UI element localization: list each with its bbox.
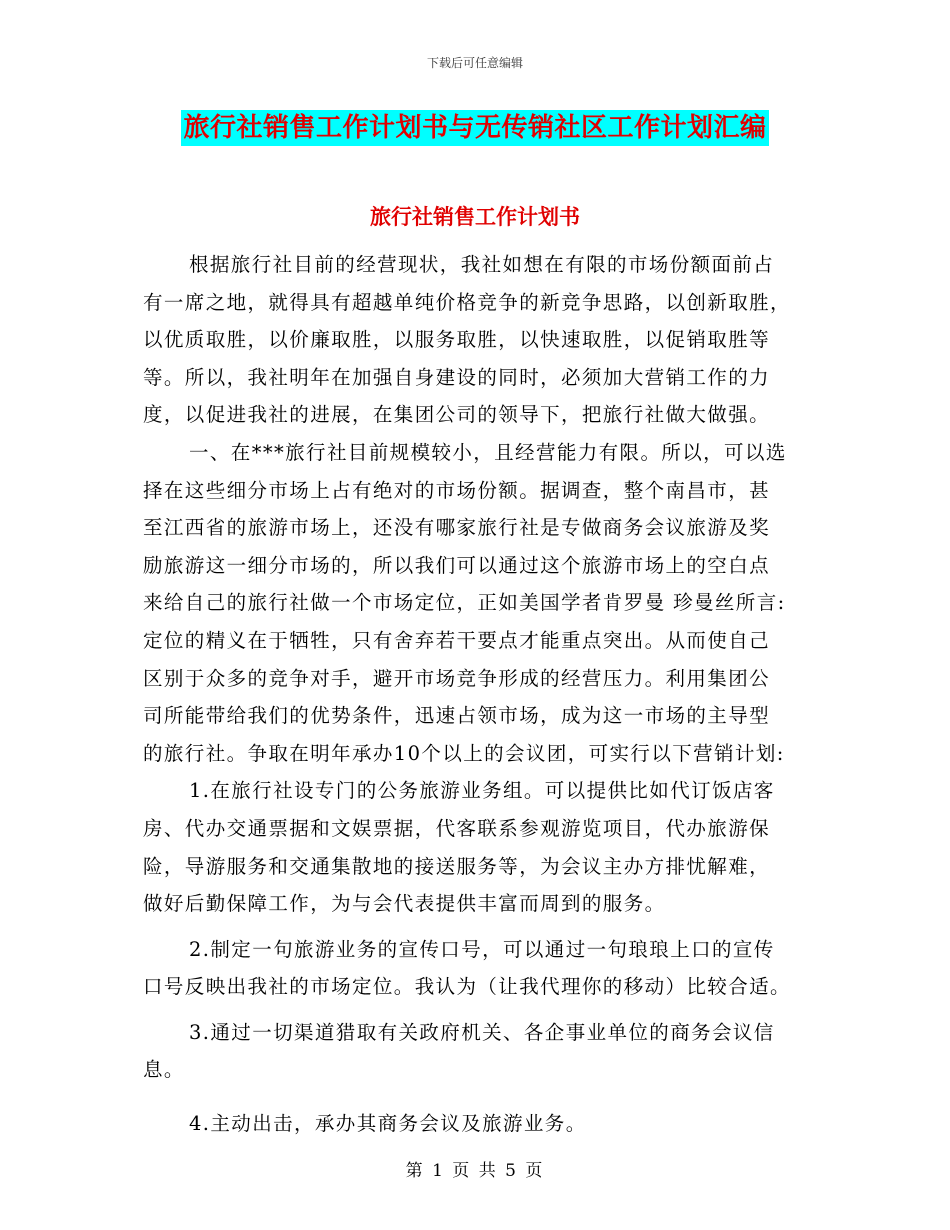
paragraph-line: 房、代办交通票据和文娱票据，代客联系参观游览项目，代办旅游保: [143, 816, 771, 840]
paragraph-line: 司所能带给我们的优势条件，迅速占领市场，成为这一市场的主导型: [143, 704, 771, 728]
paragraph-line: 一、在***旅行社目前规模较小，且经营能力有限。所以，可以选: [189, 440, 787, 464]
paragraph-line: 口号反映出我社的市场定位。我认为（让我代理你的移动）比较合适。: [143, 975, 791, 999]
page-number-footer: 第 1 页 共 5 页: [405, 1161, 545, 1181]
paragraph-line: 度，以促进我社的进展，在集团公司的领导下，把旅行社做大做强。: [143, 403, 771, 427]
section-title: 旅行社销售工作计划书: [370, 204, 580, 229]
paragraph-line: 息。: [143, 1058, 185, 1082]
paragraph-line: 等。所以，我社明年在加强自身建设的同时，必须加大营销工作的力: [143, 365, 771, 389]
paragraph-line: 择在这些细分市场上占有绝对的市场份额。据调查，整个南昌市，甚: [143, 478, 771, 502]
paragraph-line: 险，导游服务和交通集散地的接送服务等，为会议主办方排忧解难，: [143, 854, 771, 878]
paragraph-line: 的旅行社。争取在明年承办10个以上的会议团，可实行以下营销计划:: [143, 741, 785, 765]
document-title: 旅行社销售工作计划书与无传销社区工作计划汇编: [181, 110, 768, 146]
paragraph-line: 做好后勤保障工作，为与会代表提供丰富而周到的服务。: [143, 892, 666, 916]
document-title-container: [0, 110, 950, 146]
paragraph-line: 以优质取胜，以价廉取胜，以服务取胜，以快速取胜，以促销取胜等: [143, 328, 771, 352]
document-body: [143, 246, 807, 1143]
paragraph-line: 3.通过一切渠道猎取有关政府机关、各企事业单位的商务会议信: [189, 1020, 775, 1044]
paragraph-line: 根据旅行社目前的经营现状，我社如想在有限的市场份额面前占: [189, 253, 775, 276]
paragraph-line: 2.制定一句旅游业务的宣传口号，可以通过一句琅琅上口的宣传: [189, 937, 775, 961]
paragraph-line: 来给自己的旅行社做一个市场定位，正如美国学者肯罗曼 珍曼丝所言:: [143, 591, 786, 615]
paragraph-line: 有一席之地，就得具有超越单纯价格竞争的新竞争思路，以创新取胜，: [143, 290, 791, 314]
paragraph-line: 4.主动出击，承办其商务会议及旅游业务。: [189, 1112, 587, 1136]
paragraph-line: 励旅游这一细分市场的，所以我们可以通过这个旅游市场上的空白点: [143, 553, 771, 577]
paragraph-line: 至江西省的旅游市场上，还没有哪家旅行社是专做商务会议旅游及奖: [143, 516, 771, 540]
page-header-note: 下载后可任意编辑: [426, 56, 523, 70]
paragraph-line: 定位的精义在于牺牲，只有舍弃若干要点才能重点突出。从而使自己: [143, 628, 771, 652]
paragraph-line: 区别于众多的竞争对手，避开市场竞争形成的经营压力。利用集团公: [143, 666, 771, 690]
paragraph-line: 1.在旅行社设专门的公务旅游业务组。可以提供比如代订饭店客: [189, 779, 775, 803]
